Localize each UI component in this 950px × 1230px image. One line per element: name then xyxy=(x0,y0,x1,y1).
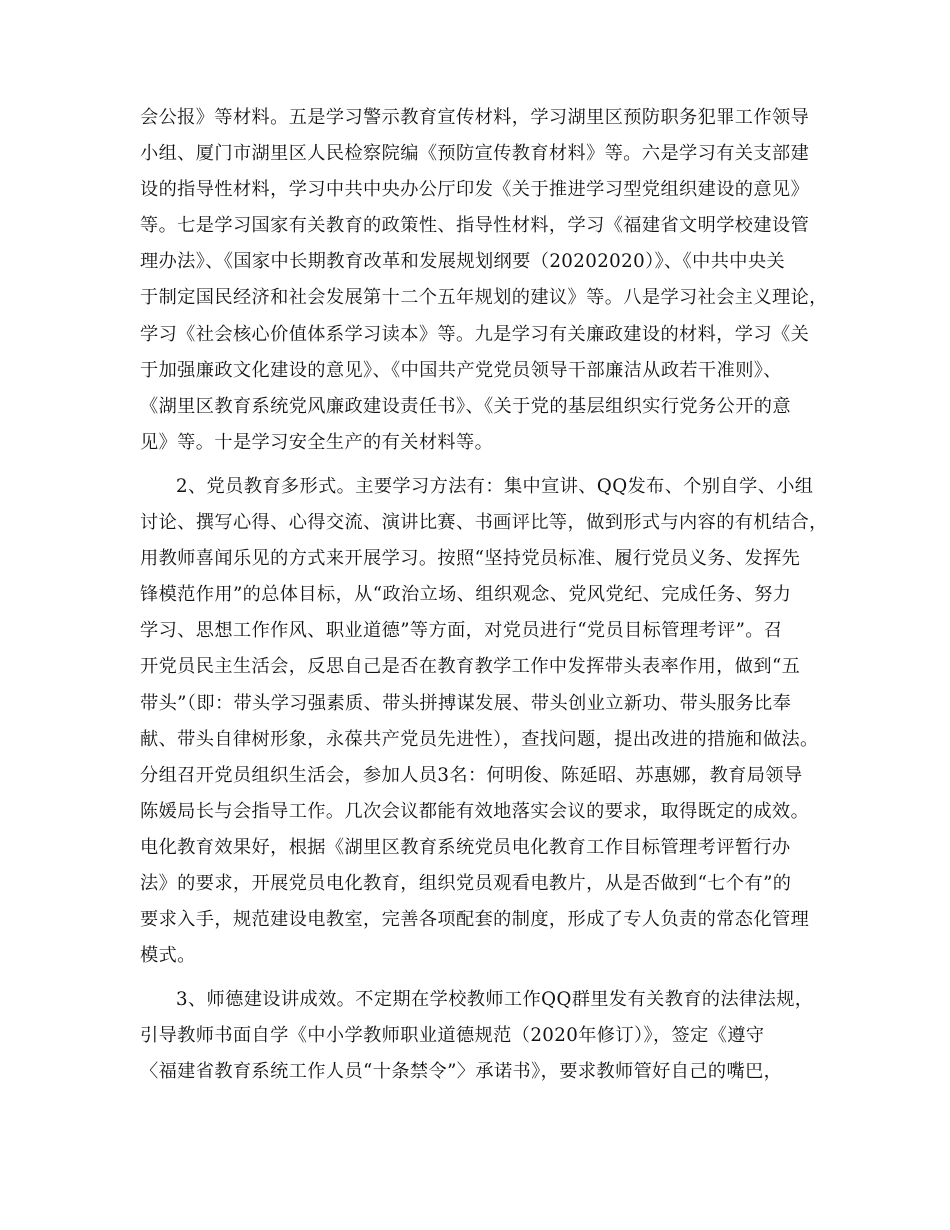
text-line: 设的指导性材料，学习中共中央办公厅印发《关于推进学习型党组织建设的意见》 xyxy=(140,179,810,201)
text-line: 会公报》等材料。五是学习警示教育宣传材料，学习湖里区预防职务犯罪工作领导 xyxy=(140,107,810,128)
text-line: 于加强廉政文化建设的意见》、《中国共产党党员领导干部廉洁从政若干准则》、 xyxy=(140,359,782,381)
paragraph-study-materials xyxy=(140,100,828,461)
text-line: 学习《社会核心价值体系学习读本》等。九是学习有关廉政建设的材料，学习《关 xyxy=(140,323,810,345)
paragraph-teacher-ethics xyxy=(140,982,820,1090)
text-line: 等。七是学习国家有关教育的政策性、指导性材料，学习《福建省文明学校建设管 xyxy=(140,215,810,237)
text-line: 要求入手，规范建设电教室，完善各项配套的制度，形成了专人负责的常态化管理 xyxy=(140,909,810,931)
text-line: 电化教育效果好，根据《湖里区教育系统党员电化教育工作目标管理考评暂行办 xyxy=(140,836,791,858)
text-line: 理办法》、《国家中长期教育改革和发展规划纲要（20202020）》、《中共中央关 xyxy=(140,251,786,273)
text-line: 讨论、撰写心得、心得交流、演讲比赛、书画评比等，做到形式与内容的有机结合， xyxy=(140,512,828,534)
text-line: 开党员民主生活会，反思自己是否在教育教学工作中发挥带头表率作用，做到“五 xyxy=(140,656,801,678)
text-line: 锋模范作用”的总体目标，从“政治立场、组织观念、党风党纪、完成任务、努力 xyxy=(140,584,792,606)
text-line: 于制定国民经济和社会发展第十二个五年规划的建议》等。八是学习社会主义理论， xyxy=(140,287,828,309)
paragraph-party-education xyxy=(140,469,828,974)
text-line: 模式。 xyxy=(140,945,196,967)
text-line: 《湖里区教育系统党风廉政建设责任书》、《关于党的基层组织实行党务公开的意 xyxy=(140,395,791,417)
text-line: 分组召开党员组织生活会，参加人员3名：何明俊、陈延昭、苏惠娜，教育局领导 xyxy=(140,764,803,786)
text-line: 法》的要求，开展党员电化教育，组织党员观看电教片，从是否做到“七个有”的 xyxy=(140,872,792,894)
text-line: 见》等。十是学习安全生产的有关材料等。 xyxy=(140,431,494,453)
text-line: 2、党员教育多形式。主要学习方法有：集中宣讲、QQ发布、个别自学、小组 xyxy=(176,475,814,497)
text-line: 献、带头自律树形象，永葆共产党员先进性），查找问题，提出改进的措施和做法。 xyxy=(140,728,819,750)
text-line: 陈媛局长与会指导工作。几次会议都能有效地落实会议的要求，取得既定的成效。 xyxy=(140,800,810,822)
text-line: 〈福建省教育系统工作人员“十条禁令”〉承诺书》，要求教师管好自己的嘴巴， xyxy=(140,1061,783,1083)
document-page xyxy=(140,100,828,1091)
text-line: 带头”（即：带头学习强素质、带头拼搏谋发展、带头创业立新功、带头服务比奉 xyxy=(140,692,792,714)
text-line: 小组、厦门市湖里区人民检察院编《预防宣传教育材料》等。六是学习有关支部建 xyxy=(140,143,810,165)
text-line: 引导教师书面自学《中小学教师职业道德规范（2020年修订）》，签定《遵守 xyxy=(140,1025,765,1047)
text-line: 学习、思想工作作风、职业道德”等方面，对党员进行“党员目标管理考评”。召 xyxy=(140,620,783,642)
text-line: 用教师喜闻乐见的方式来开展学习。按照“坚持党员标准、履行党员义务、发挥先 xyxy=(140,548,801,570)
text-line: 3、师德建设讲成效。不定期在学校教师工作QQ群里发有关教育的法律法规， xyxy=(176,989,814,1011)
